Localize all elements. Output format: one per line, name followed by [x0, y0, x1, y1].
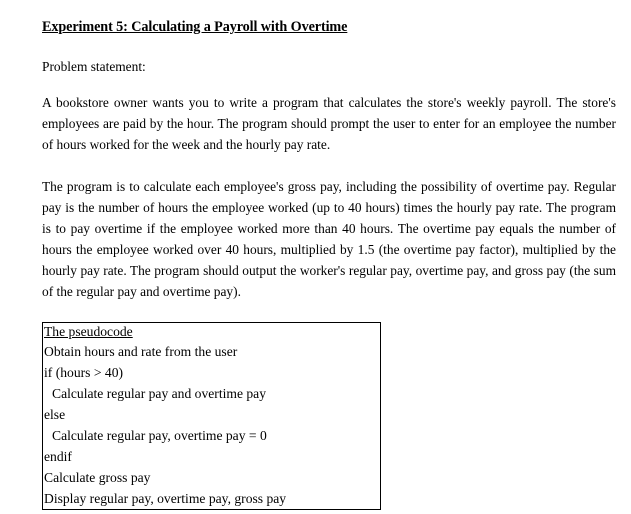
pseudocode-line: Display regular pay, overtime pay, gross pay [44, 491, 287, 506]
pseudocode-heading: The pseudocode [44, 324, 133, 339]
paragraph-details: The program is to calculate each employee's gross pay, including the possibility of overtime pay. Regular pay is the number of hours the employee worked (up to 40 hours) times the hourly pay rate. The program is to pay overtime if the employee worked more than 40 hours. The overtime pay equals the number of hours the employee worked over 40 hours, multiplied by 1.5 (the overtime pay factor), multiplied by the hourly pay rate. The program should output the worker's regular pay, overtime pay, and gross pay (the sum of the regular pay and overtime pay). [42, 179, 616, 299]
pseudocode-line: Calculate regular pay, overtime pay = 0 [52, 428, 267, 443]
pseudocode-line: if (hours > 40) [44, 365, 124, 380]
paragraph-intro: A bookstore owner wants you to write a program that calculates the store's weekly payroll. The store's employees are paid by the hour. The program should prompt the user to enter for an employee the number of hours worked for the week and the hourly pay rate. [42, 95, 616, 152]
pseudocode-line: Calculate regular pay and overtime pay [52, 386, 267, 401]
pseudocode-line: Calculate gross pay [44, 470, 151, 485]
pseudocode-box [42, 322, 381, 510]
pseudocode-line: endif [44, 449, 72, 464]
document-title: Experiment 5: Calculating a Payroll with Overtime [42, 19, 348, 35]
pseudocode-line: Obtain hours and rate from the user [44, 344, 238, 359]
pseudocode-line: else [44, 407, 66, 422]
problem-statement-label: Problem statement: [42, 59, 146, 74]
